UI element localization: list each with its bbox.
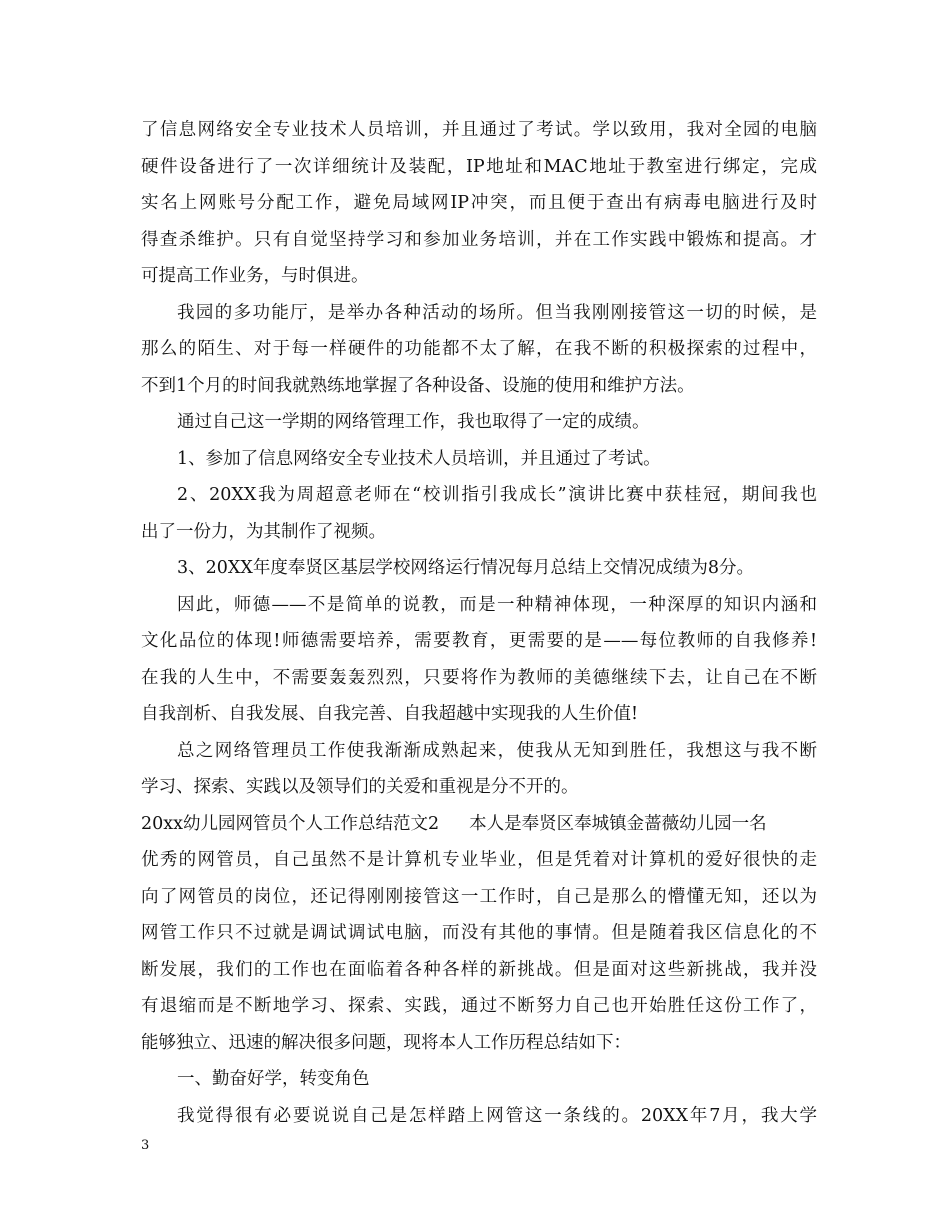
text-line: 我园的多功能厅，是举办各种活动的场所。但当我刚刚接管这一切的时候，是 — [177, 302, 817, 323]
section-heading-line — [141, 806, 817, 843]
section-heading: 20xx幼儿园网管员个人工作总结范文2 — [141, 813, 440, 834]
text-line: 通过自己这一学期的网络管理工作，我也取得了一定的成绩。 — [177, 412, 650, 432]
text-line: 网管工作只不过就是调试调试电脑，而没有其他的事情。但是随着我区信息化的不 — [141, 923, 817, 943]
text-line: 断发展，我们的工作也在面临着各种各样的新挑战。但是面对这些新挑战，我并没 — [141, 959, 817, 980]
text-line: 能够独立、迅速的解决很多问题，现将本人工作历程总结如下： — [141, 1032, 631, 1053]
text-line: 不到1个月的时间我就熟练地掌握了各种设备、设施的使用和维护方法。 — [141, 375, 695, 396]
text-line: 那么的陌生、对于每一样硬件的功能都不太了解，在我不断的积极探索的过程中， — [141, 339, 817, 359]
text-line: 本人是奉贤区奉城镇金蔷薇幼儿园一名 — [469, 813, 767, 834]
text-line: 有退缩而是不断地学习、探索、实践，通过不断努力自己也开始胜任这份工作了， — [141, 996, 817, 1016]
text-line: 1、参加了信息网络安全专业技术人员培训，并且通过了考试。 — [177, 448, 661, 469]
text-line: 硬件设备进行了一次详细统计及装配，IP地址和MAC地址于教室进行绑定，完成 — [141, 156, 817, 177]
page-number: 3 — [141, 1138, 150, 1153]
text-line: 2、20XX我为周超意老师在“校训指引我成长”演讲比赛中获桂冠，期间我也 — [177, 485, 817, 505]
text-line: 得查杀维护。只有自觉坚持学习和参加业务培训，并在工作实践中锻炼和提高。才 — [141, 229, 817, 250]
text-line: 实名上网账号分配工作，避免局域网IP冲突，而且便于查出有病毒电脑进行及时 — [141, 193, 817, 213]
text-line: 出了一份力，为其制作了视频。 — [141, 521, 386, 542]
text-line: 学习、探索、实践以及领导们的关爱和重视是分不开的。 — [141, 777, 579, 797]
text-line: 因此，师德——不是简单的说教，而是一种精神体现，一种深厚的知识内涵和 — [177, 594, 817, 615]
text-line: 我觉得很有必要说说自己是怎样踏上网管这一条线的。20XX年7月，我大学 — [177, 1105, 817, 1126]
text-line: 自我剖析、自我发展、自我完善、自我超越中实现我的人生价值! — [141, 704, 639, 724]
text-line: 在我的人生中，不需要轰轰烈烈，只要将作为教师的美德继续下去，让自己在不断 — [141, 667, 817, 688]
text-line: 总之网络管理员工作使我渐渐成熟起来，使我从无知到胜任，我想这与我不断 — [177, 740, 817, 761]
text-line: 了信息网络安全专业技术人员培训，并且通过了考试。学以致用，我对全园的电脑 — [141, 120, 817, 140]
text-line: 向了网管员的岗位，还记得刚刚接管这一工作时，自己是那么的懵懂无知，还以为 — [141, 886, 817, 907]
subsection-heading: 一、勤奋好学，转变角色 — [177, 1069, 370, 1089]
document-body — [141, 112, 817, 1134]
text-line: 3、20XX年度奉贤区基层学校网络运行情况每月总结上交情况成绩为8分。 — [177, 558, 754, 578]
text-line: 文化品位的体现!师德需要培养，需要教育，更需要的是——每位教师的自我修养! — [141, 631, 817, 651]
text-line: 可提高工作业务，与时俱进。 — [141, 266, 369, 286]
text-line: 优秀的网管员，自己虽然不是计算机专业毕业，但是凭着对计算机的爱好很快的走 — [141, 850, 817, 870]
